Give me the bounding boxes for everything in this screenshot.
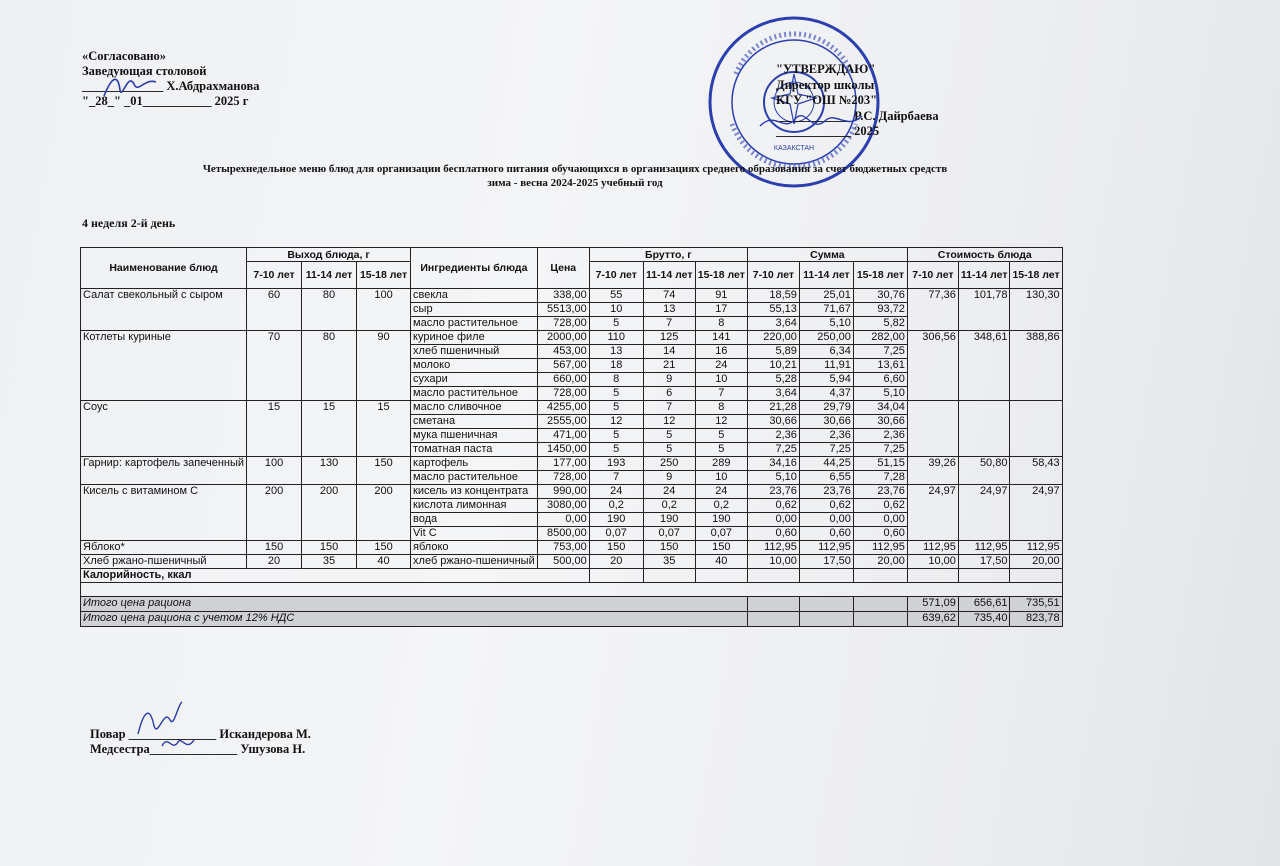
header-ingredients: Ингредиенты блюда (411, 248, 538, 289)
ingredient-brutto: 12 (643, 415, 695, 429)
table-row (81, 485, 1063, 499)
seal-text: КАЗАКСТАН (773, 145, 815, 152)
ingredient-brutto: 13 (643, 303, 695, 317)
ingredient-sum: 5,10 (799, 317, 853, 331)
ingredient-sum: 0,62 (853, 499, 907, 513)
ingredient-brutto: 5 (643, 429, 695, 443)
ingredient-price: 2555,00 (537, 415, 589, 429)
signature-scribble-nurse (158, 728, 198, 758)
empty-cell (81, 583, 1063, 597)
empty-cell (853, 569, 907, 583)
empty-cell (643, 569, 695, 583)
ingredient-sum: 30,66 (799, 415, 853, 429)
dish-yield: 150 (357, 457, 411, 485)
ingredient-price: 1450,00 (537, 443, 589, 457)
dish-cost (907, 401, 958, 457)
ingredient-sum: 23,76 (853, 485, 907, 499)
ingredient-brutto: 6 (643, 387, 695, 401)
calorie-row (81, 569, 1063, 583)
dish-cost: 306,56 (907, 331, 958, 401)
ingredient-sum: 6,55 (799, 471, 853, 485)
menu-table (80, 247, 1063, 627)
ingredient-sum: 93,72 (853, 303, 907, 317)
ingredient-sum: 10,00 (747, 555, 799, 569)
ingredient-price: 0,00 (537, 513, 589, 527)
header-cost: Стоимость блюда (907, 248, 1062, 262)
dish-yield: 100 (247, 457, 302, 485)
header-brutto-age2: 11-14 лет (643, 262, 695, 289)
ingredient-name: яблоко (411, 541, 538, 555)
dish-yield: 200 (302, 485, 357, 541)
ingredient-brutto: 24 (589, 485, 643, 499)
ingredient-brutto: 150 (695, 541, 747, 555)
ingredient-price: 177,00 (537, 457, 589, 471)
ingredient-price: 753,00 (537, 541, 589, 555)
title-line1: Четырехнедельное меню блюд для организации бесплатного питания обучающихся в организациях среднего образования за счет бюджетных средств (202, 163, 948, 175)
ingredient-name: масло растительное (411, 471, 538, 485)
ingredient-name: мука пшеничная (411, 429, 538, 443)
ingredient-brutto: 0,07 (643, 527, 695, 541)
header-yield-age1: 7-10 лет (247, 262, 302, 289)
empty-cell (1010, 569, 1062, 583)
calorie-label: Калорийность, ккал (81, 569, 590, 583)
ingredient-sum: 5,10 (747, 471, 799, 485)
ingredient-brutto: 0,2 (589, 499, 643, 513)
dish-name: Яблоко* (81, 541, 247, 555)
signature-nurse: Медсестра______________ Ушузова Н. (90, 742, 306, 756)
table-row (81, 555, 1063, 569)
ingredient-brutto: 0,2 (695, 499, 747, 513)
ingredient-brutto: 18 (589, 359, 643, 373)
signature-scribble-director (756, 104, 866, 140)
ingredient-name: Vit C (411, 527, 538, 541)
ingredient-sum: 30,76 (853, 289, 907, 303)
ingredient-sum: 7,28 (853, 471, 907, 485)
ingredient-sum: 0,60 (747, 527, 799, 541)
ingredient-brutto: 150 (643, 541, 695, 555)
ingredient-brutto: 10 (695, 373, 747, 387)
ingredient-brutto: 40 (695, 555, 747, 569)
document-title (80, 162, 1070, 190)
ingredient-sum: 3,64 (747, 317, 799, 331)
header-sum: Сумма (747, 248, 907, 262)
header-row-1 (81, 248, 1063, 262)
ingredient-sum: 18,59 (747, 289, 799, 303)
dish-cost: 112,95 (1010, 541, 1062, 555)
ingredient-price: 5513,00 (537, 303, 589, 317)
dish-name: Кисель с витамином С (81, 485, 247, 541)
approval-right-line2: Директор школы (776, 77, 875, 92)
ingredient-sum: 2,36 (799, 429, 853, 443)
ingredient-sum: 71,67 (799, 303, 853, 317)
ingredient-name: хлеб пшеничный (411, 345, 538, 359)
dish-cost: 17,50 (958, 555, 1010, 569)
ingredient-brutto: 16 (695, 345, 747, 359)
approval-right-line4: ____________ Р.С. Дайрбаева (776, 108, 939, 123)
ingredient-sum: 250,00 (799, 331, 853, 345)
ingredient-name: масло растительное (411, 317, 538, 331)
dish-name: Хлеб ржано-пшеничный (81, 555, 247, 569)
dish-cost: 348,61 (958, 331, 1010, 401)
ingredient-name: сухари (411, 373, 538, 387)
week-label: 4 неделя 2-й день (82, 216, 176, 230)
approval-left-line1: «Согласовано» (82, 49, 167, 63)
empty-cell (747, 612, 799, 627)
dish-yield: 200 (357, 485, 411, 541)
ingredient-brutto: 10 (695, 471, 747, 485)
empty-cell (907, 569, 958, 583)
ingredient-brutto: 250 (643, 457, 695, 471)
empty-cell (799, 597, 853, 612)
dish-cost: 112,95 (958, 541, 1010, 555)
total-value: 656,61 (958, 597, 1010, 612)
ingredient-brutto: 0,07 (589, 527, 643, 541)
ingredient-brutto: 17 (695, 303, 747, 317)
ingredient-brutto: 24 (643, 485, 695, 499)
ingredient-brutto: 141 (695, 331, 747, 345)
ingredient-brutto: 5 (589, 387, 643, 401)
ingredient-sum: 2,36 (853, 429, 907, 443)
ingredient-brutto: 193 (589, 457, 643, 471)
ingredient-sum: 10,21 (747, 359, 799, 373)
ingredient-sum: 0,00 (799, 513, 853, 527)
ingredient-sum: 21,28 (747, 401, 799, 415)
approval-left-line3: _____________ Х.Абдрахманова (82, 79, 260, 93)
empty-cell (853, 612, 907, 627)
ingredient-price: 3080,00 (537, 499, 589, 513)
header-brutto-age1: 7-10 лет (589, 262, 643, 289)
signature-scribble-left (100, 66, 160, 106)
ingredient-price: 728,00 (537, 471, 589, 485)
ingredient-sum: 55,13 (747, 303, 799, 317)
dish-yield: 90 (357, 331, 411, 401)
empty-cell (747, 597, 799, 612)
approval-left-line2: Заведующая столовой (82, 64, 207, 78)
ingredient-brutto: 5 (643, 443, 695, 457)
dish-yield: 150 (357, 541, 411, 555)
empty-cell (695, 569, 747, 583)
ingredient-name: масло сливочное (411, 401, 538, 415)
dish-yield: 35 (302, 555, 357, 569)
header-cost-age1: 7-10 лет (907, 262, 958, 289)
dish-yield: 15 (302, 401, 357, 457)
ingredient-price: 728,00 (537, 387, 589, 401)
ingredient-brutto: 0,07 (695, 527, 747, 541)
dish-cost: 39,26 (907, 457, 958, 485)
ingredient-brutto: 9 (643, 471, 695, 485)
ingredient-sum: 5,89 (747, 345, 799, 359)
ingredient-sum: 220,00 (747, 331, 799, 345)
ingredient-price: 4255,00 (537, 401, 589, 415)
empty-cell (799, 612, 853, 627)
ingredient-name: хлеб ржано-пшеничный (411, 555, 538, 569)
dish-cost: 24,97 (907, 485, 958, 541)
ingredient-name: сметана (411, 415, 538, 429)
table-row (81, 401, 1063, 415)
ingredient-sum: 5,82 (853, 317, 907, 331)
ingredient-sum: 4,37 (799, 387, 853, 401)
ingredient-name: свекла (411, 289, 538, 303)
ingredient-sum: 0,62 (799, 499, 853, 513)
ingredient-sum: 34,04 (853, 401, 907, 415)
header-cost-age3: 15-18 лет (1010, 262, 1062, 289)
dish-name: Салат свекольный с сыром (81, 289, 247, 331)
ingredient-brutto: 110 (589, 331, 643, 345)
ingredient-sum: 5,94 (799, 373, 853, 387)
dish-name: Котлеты куриные (81, 331, 247, 401)
ingredient-brutto: 7 (589, 471, 643, 485)
ingredient-brutto: 13 (589, 345, 643, 359)
ingredient-sum: 0,60 (799, 527, 853, 541)
header-yield: Выход блюда, г (247, 248, 411, 262)
signature-cook: Повар ______________ Искандерова М. (90, 727, 311, 741)
total-value: 735,51 (1010, 597, 1062, 612)
ingredient-brutto: 12 (695, 415, 747, 429)
header-cost-age2: 11-14 лет (958, 262, 1010, 289)
ingredient-sum: 112,95 (747, 541, 799, 555)
table-row (81, 541, 1063, 555)
ingredient-sum: 6,34 (799, 345, 853, 359)
ingredient-price: 990,00 (537, 485, 589, 499)
header-price: Цена (537, 248, 589, 289)
table-row (81, 289, 1063, 303)
ingredient-brutto: 20 (589, 555, 643, 569)
ingredient-brutto: 12 (589, 415, 643, 429)
dish-yield: 80 (302, 289, 357, 331)
total-value: 639,62 (907, 612, 958, 627)
ingredient-sum: 5,10 (853, 387, 907, 401)
ingredient-sum: 7,25 (853, 443, 907, 457)
ingredient-price: 567,00 (537, 359, 589, 373)
dish-cost: 101,78 (958, 289, 1010, 331)
ingredient-brutto: 190 (643, 513, 695, 527)
ingredient-sum: 7,25 (799, 443, 853, 457)
ingredient-brutto: 8 (589, 373, 643, 387)
ingredient-sum: 51,15 (853, 457, 907, 471)
ingredient-name: масло растительное (411, 387, 538, 401)
ingredient-brutto: 289 (695, 457, 747, 471)
dish-yield: 60 (247, 289, 302, 331)
ingredient-name: сыр (411, 303, 538, 317)
table-row (81, 331, 1063, 345)
header-sum-age2: 11-14 лет (799, 262, 853, 289)
dish-cost (958, 401, 1010, 457)
dish-yield: 100 (357, 289, 411, 331)
total-label: Итого цена рациона (81, 597, 748, 612)
ingredient-brutto: 7 (643, 317, 695, 331)
ingredient-sum: 7,25 (853, 345, 907, 359)
ingredient-sum: 25,01 (799, 289, 853, 303)
approval-left-line4: "_28_" _01___________ 2025 г (82, 94, 249, 108)
ingredient-brutto: 8 (695, 317, 747, 331)
dish-cost: 50,80 (958, 457, 1010, 485)
header-sum-age1: 7-10 лет (747, 262, 799, 289)
empty-cell (853, 597, 907, 612)
dish-cost: 130,30 (1010, 289, 1062, 331)
dish-cost: 388,86 (1010, 331, 1062, 401)
ingredient-sum: 29,79 (799, 401, 853, 415)
ingredient-sum: 13,61 (853, 359, 907, 373)
dish-yield: 15 (357, 401, 411, 457)
ingredient-sum: 112,95 (853, 541, 907, 555)
ingredient-brutto: 24 (695, 359, 747, 373)
ingredient-name: кисель из концентрата (411, 485, 538, 499)
dish-yield: 40 (357, 555, 411, 569)
empty-cell (747, 569, 799, 583)
dish-cost (1010, 401, 1062, 457)
ingredient-brutto: 91 (695, 289, 747, 303)
ingredient-brutto: 0,2 (643, 499, 695, 513)
ingredient-brutto: 14 (643, 345, 695, 359)
dish-yield: 15 (247, 401, 302, 457)
blank-row (81, 583, 1063, 597)
ingredient-name: картофель (411, 457, 538, 471)
ingredient-brutto: 55 (589, 289, 643, 303)
ingredient-price: 471,00 (537, 429, 589, 443)
ingredient-sum: 0,00 (747, 513, 799, 527)
approval-right-line1: "УТВЕРЖДАЮ" (776, 62, 876, 76)
total-value: 823,78 (1010, 612, 1062, 627)
title-line2: зима - весна 2024-2025 учебный год (487, 177, 663, 189)
ingredient-brutto: 5 (695, 443, 747, 457)
ingredient-name: вода (411, 513, 538, 527)
ingredient-brutto: 190 (695, 513, 747, 527)
ingredient-brutto: 21 (643, 359, 695, 373)
header-brutto: Брутто, г (589, 248, 747, 262)
ingredient-sum: 2,36 (747, 429, 799, 443)
header-yield-age3: 15-18 лет (357, 262, 411, 289)
ingredient-price: 500,00 (537, 555, 589, 569)
total-value: 571,09 (907, 597, 958, 612)
ingredient-brutto: 190 (589, 513, 643, 527)
ingredient-price: 338,00 (537, 289, 589, 303)
ingredient-sum: 282,00 (853, 331, 907, 345)
ingredient-price: 728,00 (537, 317, 589, 331)
ingredient-name: куриное филе (411, 331, 538, 345)
empty-cell (799, 569, 853, 583)
dish-cost: 24,97 (1010, 485, 1062, 541)
ingredient-sum: 23,76 (747, 485, 799, 499)
ingredient-sum: 34,16 (747, 457, 799, 471)
table-row (81, 457, 1063, 471)
ingredient-sum: 20,00 (853, 555, 907, 569)
ingredient-sum: 17,50 (799, 555, 853, 569)
ingredient-brutto: 5 (695, 429, 747, 443)
ingredient-brutto: 5 (589, 317, 643, 331)
ingredient-brutto: 5 (589, 401, 643, 415)
approval-right-line5: ____________ 2025 (776, 124, 880, 138)
dish-name: Гарнир: картофель запеченный (81, 457, 247, 485)
dish-yield: 80 (302, 331, 357, 401)
ingredient-name: кислота лимонная (411, 499, 538, 513)
total-label: Итого цена рациона с учетом 12% НДС (81, 612, 748, 627)
ingredient-brutto: 5 (589, 429, 643, 443)
ingredient-brutto: 35 (643, 555, 695, 569)
total-value: 735,40 (958, 612, 1010, 627)
header-dish: Наименование блюд (81, 248, 247, 289)
ingredient-brutto: 74 (643, 289, 695, 303)
total-row (81, 612, 1063, 627)
ingredient-sum: 0,62 (747, 499, 799, 513)
dish-cost: 10,00 (907, 555, 958, 569)
dish-yield: 20 (247, 555, 302, 569)
dish-cost: 77,36 (907, 289, 958, 331)
dish-cost: 112,95 (907, 541, 958, 555)
ingredient-brutto: 150 (589, 541, 643, 555)
ingredient-brutto: 9 (643, 373, 695, 387)
ingredient-price: 453,00 (537, 345, 589, 359)
ingredient-sum: 44,25 (799, 457, 853, 471)
ingredient-price: 660,00 (537, 373, 589, 387)
ingredient-sum: 7,25 (747, 443, 799, 457)
ingredient-brutto: 125 (643, 331, 695, 345)
empty-cell (589, 569, 643, 583)
ingredient-name: молоко (411, 359, 538, 373)
ingredient-sum: 0,60 (853, 527, 907, 541)
ingredient-sum: 112,95 (799, 541, 853, 555)
ingredient-price: 2000,00 (537, 331, 589, 345)
ingredient-sum: 3,64 (747, 387, 799, 401)
ingredient-sum: 23,76 (799, 485, 853, 499)
ingredient-brutto: 10 (589, 303, 643, 317)
ingredient-brutto: 7 (643, 401, 695, 415)
ingredient-sum: 11,91 (799, 359, 853, 373)
ingredient-sum: 6,60 (853, 373, 907, 387)
ingredient-sum: 30,66 (853, 415, 907, 429)
ingredient-brutto: 7 (695, 387, 747, 401)
ingredient-brutto: 8 (695, 401, 747, 415)
ingredient-sum: 30,66 (747, 415, 799, 429)
dish-yield: 70 (247, 331, 302, 401)
ingredient-brutto: 24 (695, 485, 747, 499)
header-yield-age2: 11-14 лет (302, 262, 357, 289)
dish-name: Соус (81, 401, 247, 457)
dish-yield: 200 (247, 485, 302, 541)
dish-cost: 58,43 (1010, 457, 1062, 485)
dish-cost: 24,97 (958, 485, 1010, 541)
ingredient-sum: 5,28 (747, 373, 799, 387)
total-row (81, 597, 1063, 612)
header-brutto-age3: 15-18 лет (695, 262, 747, 289)
dish-yield: 150 (302, 541, 357, 555)
dish-yield: 130 (302, 457, 357, 485)
ingredient-brutto: 5 (589, 443, 643, 457)
ingredient-sum: 0,00 (853, 513, 907, 527)
menu-table-body (81, 248, 1063, 627)
empty-cell (958, 569, 1010, 583)
ingredient-name: томатная паста (411, 443, 538, 457)
dish-cost: 20,00 (1010, 555, 1062, 569)
approval-right-line3: КГУ "ОШ №203" (776, 93, 878, 107)
header-sum-age3: 15-18 лет (853, 262, 907, 289)
dish-yield: 150 (247, 541, 302, 555)
ingredient-price: 8500,00 (537, 527, 589, 541)
